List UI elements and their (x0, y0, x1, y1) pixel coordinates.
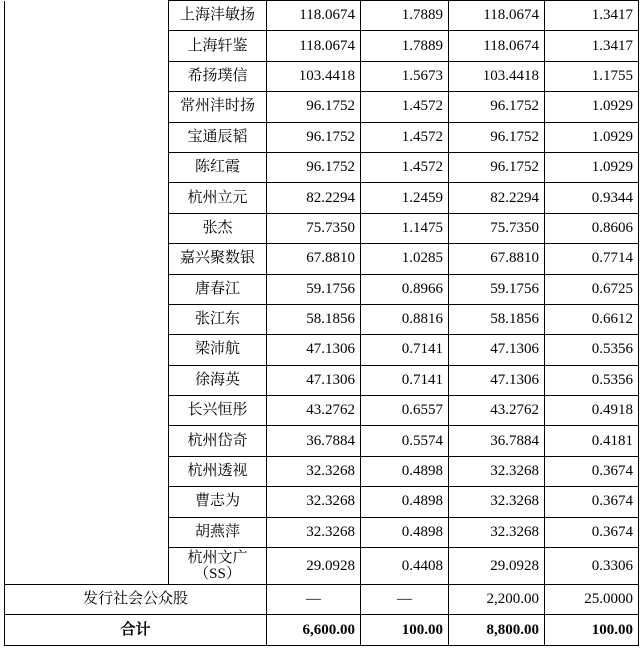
shareholder-name: 张江东 (169, 304, 267, 334)
total-pre-shares: 6,600.00 (267, 615, 361, 645)
pre-issue-shares: 29.0928 (267, 548, 361, 585)
table-row (5, 92, 639, 122)
post-issue-ratio: 0.6612 (545, 304, 639, 334)
post-issue-shares: 96.1752 (449, 92, 545, 122)
pre-issue-ratio: 0.6557 (361, 396, 449, 426)
post-issue-shares: 43.2762 (449, 396, 545, 426)
post-issue-ratio: 0.3674 (545, 517, 639, 547)
post-issue-shares: 32.3268 (449, 456, 545, 486)
group-cell (5, 274, 169, 304)
shareholder-name: 徐海英 (169, 365, 267, 395)
post-issue-shares: 75.7350 (449, 213, 545, 243)
group-cell (5, 152, 169, 182)
pre-issue-ratio: 1.0285 (361, 244, 449, 274)
post-issue-shares: 118.0674 (449, 1, 545, 31)
shareholder-name: 杭州立元 (169, 183, 267, 213)
group-cell (5, 122, 169, 152)
shareholding-table (4, 0, 639, 646)
shareholder-name: 嘉兴聚数银 (169, 244, 267, 274)
table-row (5, 1, 639, 31)
public-pre-ratio: — (361, 585, 449, 615)
pre-issue-ratio: 0.8966 (361, 274, 449, 304)
pre-issue-ratio: 0.4898 (361, 487, 449, 517)
post-issue-ratio: 0.3674 (545, 487, 639, 517)
post-issue-ratio: 1.3417 (545, 31, 639, 61)
pre-issue-ratio: 1.1475 (361, 213, 449, 243)
post-issue-ratio: 1.0929 (545, 152, 639, 182)
pre-issue-shares: 118.0674 (267, 1, 361, 31)
table-row (5, 517, 639, 547)
post-issue-ratio: 0.4918 (545, 396, 639, 426)
pre-issue-ratio: 1.4572 (361, 152, 449, 182)
post-issue-ratio: 0.3674 (545, 456, 639, 486)
group-cell (5, 61, 169, 91)
group-cell (5, 92, 169, 122)
table-row (5, 274, 639, 304)
table-row (5, 152, 639, 182)
shareholder-name: 上海沣敏扬 (169, 1, 267, 31)
post-issue-shares: 36.7884 (449, 426, 545, 456)
pre-issue-ratio: 1.2459 (361, 183, 449, 213)
post-issue-shares: 118.0674 (449, 31, 545, 61)
post-issue-ratio: 0.4181 (545, 426, 639, 456)
post-issue-ratio: 1.3417 (545, 1, 639, 31)
table-row (5, 244, 639, 274)
pre-issue-shares: 47.1306 (267, 335, 361, 365)
table-row (5, 183, 639, 213)
pre-issue-shares: 82.2294 (267, 183, 361, 213)
shareholder-name: 长兴恒彤 (169, 396, 267, 426)
pre-issue-shares: 58.1856 (267, 304, 361, 334)
post-issue-shares: 103.4418 (449, 61, 545, 91)
shareholder-name: 梁沛航 (169, 335, 267, 365)
post-issue-ratio: 0.8606 (545, 213, 639, 243)
pre-issue-ratio: 0.7141 (361, 365, 449, 395)
post-issue-shares: 47.1306 (449, 365, 545, 395)
post-issue-ratio: 1.0929 (545, 92, 639, 122)
post-issue-ratio: 0.5356 (545, 365, 639, 395)
shareholder-name: 希扬璞信 (169, 61, 267, 91)
post-issue-shares: 96.1752 (449, 122, 545, 152)
post-issue-ratio: 0.3306 (545, 548, 639, 585)
shareholder-name: 唐春江 (169, 274, 267, 304)
pre-issue-shares: 96.1752 (267, 122, 361, 152)
pre-issue-shares: 36.7884 (267, 426, 361, 456)
pre-issue-shares: 96.1752 (267, 152, 361, 182)
group-cell (5, 487, 169, 517)
post-issue-shares: 59.1756 (449, 274, 545, 304)
group-cell (5, 183, 169, 213)
group-cell (5, 335, 169, 365)
pre-issue-shares: 32.3268 (267, 517, 361, 547)
pre-issue-shares: 118.0674 (267, 31, 361, 61)
shareholder-name: 常州沣时扬 (169, 92, 267, 122)
post-issue-shares: 32.3268 (449, 487, 545, 517)
group-cell (5, 365, 169, 395)
pre-issue-ratio: 0.8816 (361, 304, 449, 334)
pre-issue-shares: 96.1752 (267, 92, 361, 122)
post-issue-shares: 82.2294 (449, 183, 545, 213)
post-issue-ratio: 1.0929 (545, 122, 639, 152)
post-issue-shares: 67.8810 (449, 244, 545, 274)
group-cell (5, 426, 169, 456)
public-post-shares: 2,200.00 (449, 585, 545, 615)
table-row (5, 365, 639, 395)
pre-issue-shares: 75.7350 (267, 213, 361, 243)
post-issue-ratio: 0.6725 (545, 274, 639, 304)
table-row (5, 304, 639, 334)
pre-issue-ratio: 0.4898 (361, 517, 449, 547)
group-cell (5, 31, 169, 61)
pre-issue-shares: 67.8810 (267, 244, 361, 274)
table-row (5, 456, 639, 486)
pre-issue-shares: 103.4418 (267, 61, 361, 91)
pre-issue-ratio: 1.7889 (361, 31, 449, 61)
post-issue-ratio: 0.5356 (545, 335, 639, 365)
group-cell (5, 244, 169, 274)
summary-body (5, 585, 639, 646)
pre-issue-ratio: 1.4572 (361, 122, 449, 152)
table-body (5, 1, 639, 585)
pre-issue-shares: 47.1306 (267, 365, 361, 395)
shareholder-name: 胡燕萍 (169, 517, 267, 547)
shareholder-name: 杭州透视 (169, 456, 267, 486)
pre-issue-shares: 43.2762 (267, 396, 361, 426)
table-row (5, 122, 639, 152)
shareholder-name: 杭州文广（SS） (169, 548, 267, 585)
public-post-ratio: 25.0000 (545, 585, 639, 615)
table-row (5, 396, 639, 426)
shareholder-name: 张杰 (169, 213, 267, 243)
public-offering-row (5, 585, 639, 615)
shareholder-name: 杭州岱奇 (169, 426, 267, 456)
group-cell (5, 1, 169, 31)
public-offering-label: 发行社会公众股 (5, 585, 267, 615)
pre-issue-shares: 32.3268 (267, 487, 361, 517)
shareholder-name: 上海轩鉴 (169, 31, 267, 61)
post-issue-shares: 32.3268 (449, 517, 545, 547)
post-issue-ratio: 0.7714 (545, 244, 639, 274)
shareholder-name: 曹志为 (169, 487, 267, 517)
pre-issue-ratio: 0.7141 (361, 335, 449, 365)
table-row (5, 548, 639, 585)
shareholder-name: 宝通辰韬 (169, 122, 267, 152)
group-cell (5, 213, 169, 243)
total-post-ratio: 100.00 (545, 615, 639, 645)
pre-issue-shares: 32.3268 (267, 456, 361, 486)
post-issue-ratio: 0.9344 (545, 183, 639, 213)
total-label: 合计 (5, 615, 267, 645)
group-cell (5, 548, 169, 585)
post-issue-shares: 58.1856 (449, 304, 545, 334)
post-issue-shares: 29.0928 (449, 548, 545, 585)
table-row (5, 31, 639, 61)
group-cell (5, 396, 169, 426)
post-issue-shares: 47.1306 (449, 335, 545, 365)
table-row (5, 61, 639, 91)
total-post-shares: 8,800.00 (449, 615, 545, 645)
table-row (5, 213, 639, 243)
pre-issue-ratio: 1.7889 (361, 1, 449, 31)
post-issue-ratio: 1.1755 (545, 61, 639, 91)
group-cell (5, 517, 169, 547)
total-pre-ratio: 100.00 (361, 615, 449, 645)
pre-issue-shares: 59.1756 (267, 274, 361, 304)
post-issue-shares: 96.1752 (449, 152, 545, 182)
table-row (5, 426, 639, 456)
public-pre-shares: — (267, 585, 361, 615)
total-row (5, 615, 639, 645)
pre-issue-ratio: 0.4898 (361, 456, 449, 486)
group-cell (5, 304, 169, 334)
pre-issue-ratio: 1.5673 (361, 61, 449, 91)
pre-issue-ratio: 0.4408 (361, 548, 449, 585)
group-cell (5, 456, 169, 486)
shareholder-name: 陈红霞 (169, 152, 267, 182)
pre-issue-ratio: 0.5574 (361, 426, 449, 456)
table-row (5, 487, 639, 517)
table-row (5, 335, 639, 365)
pre-issue-ratio: 1.4572 (361, 92, 449, 122)
